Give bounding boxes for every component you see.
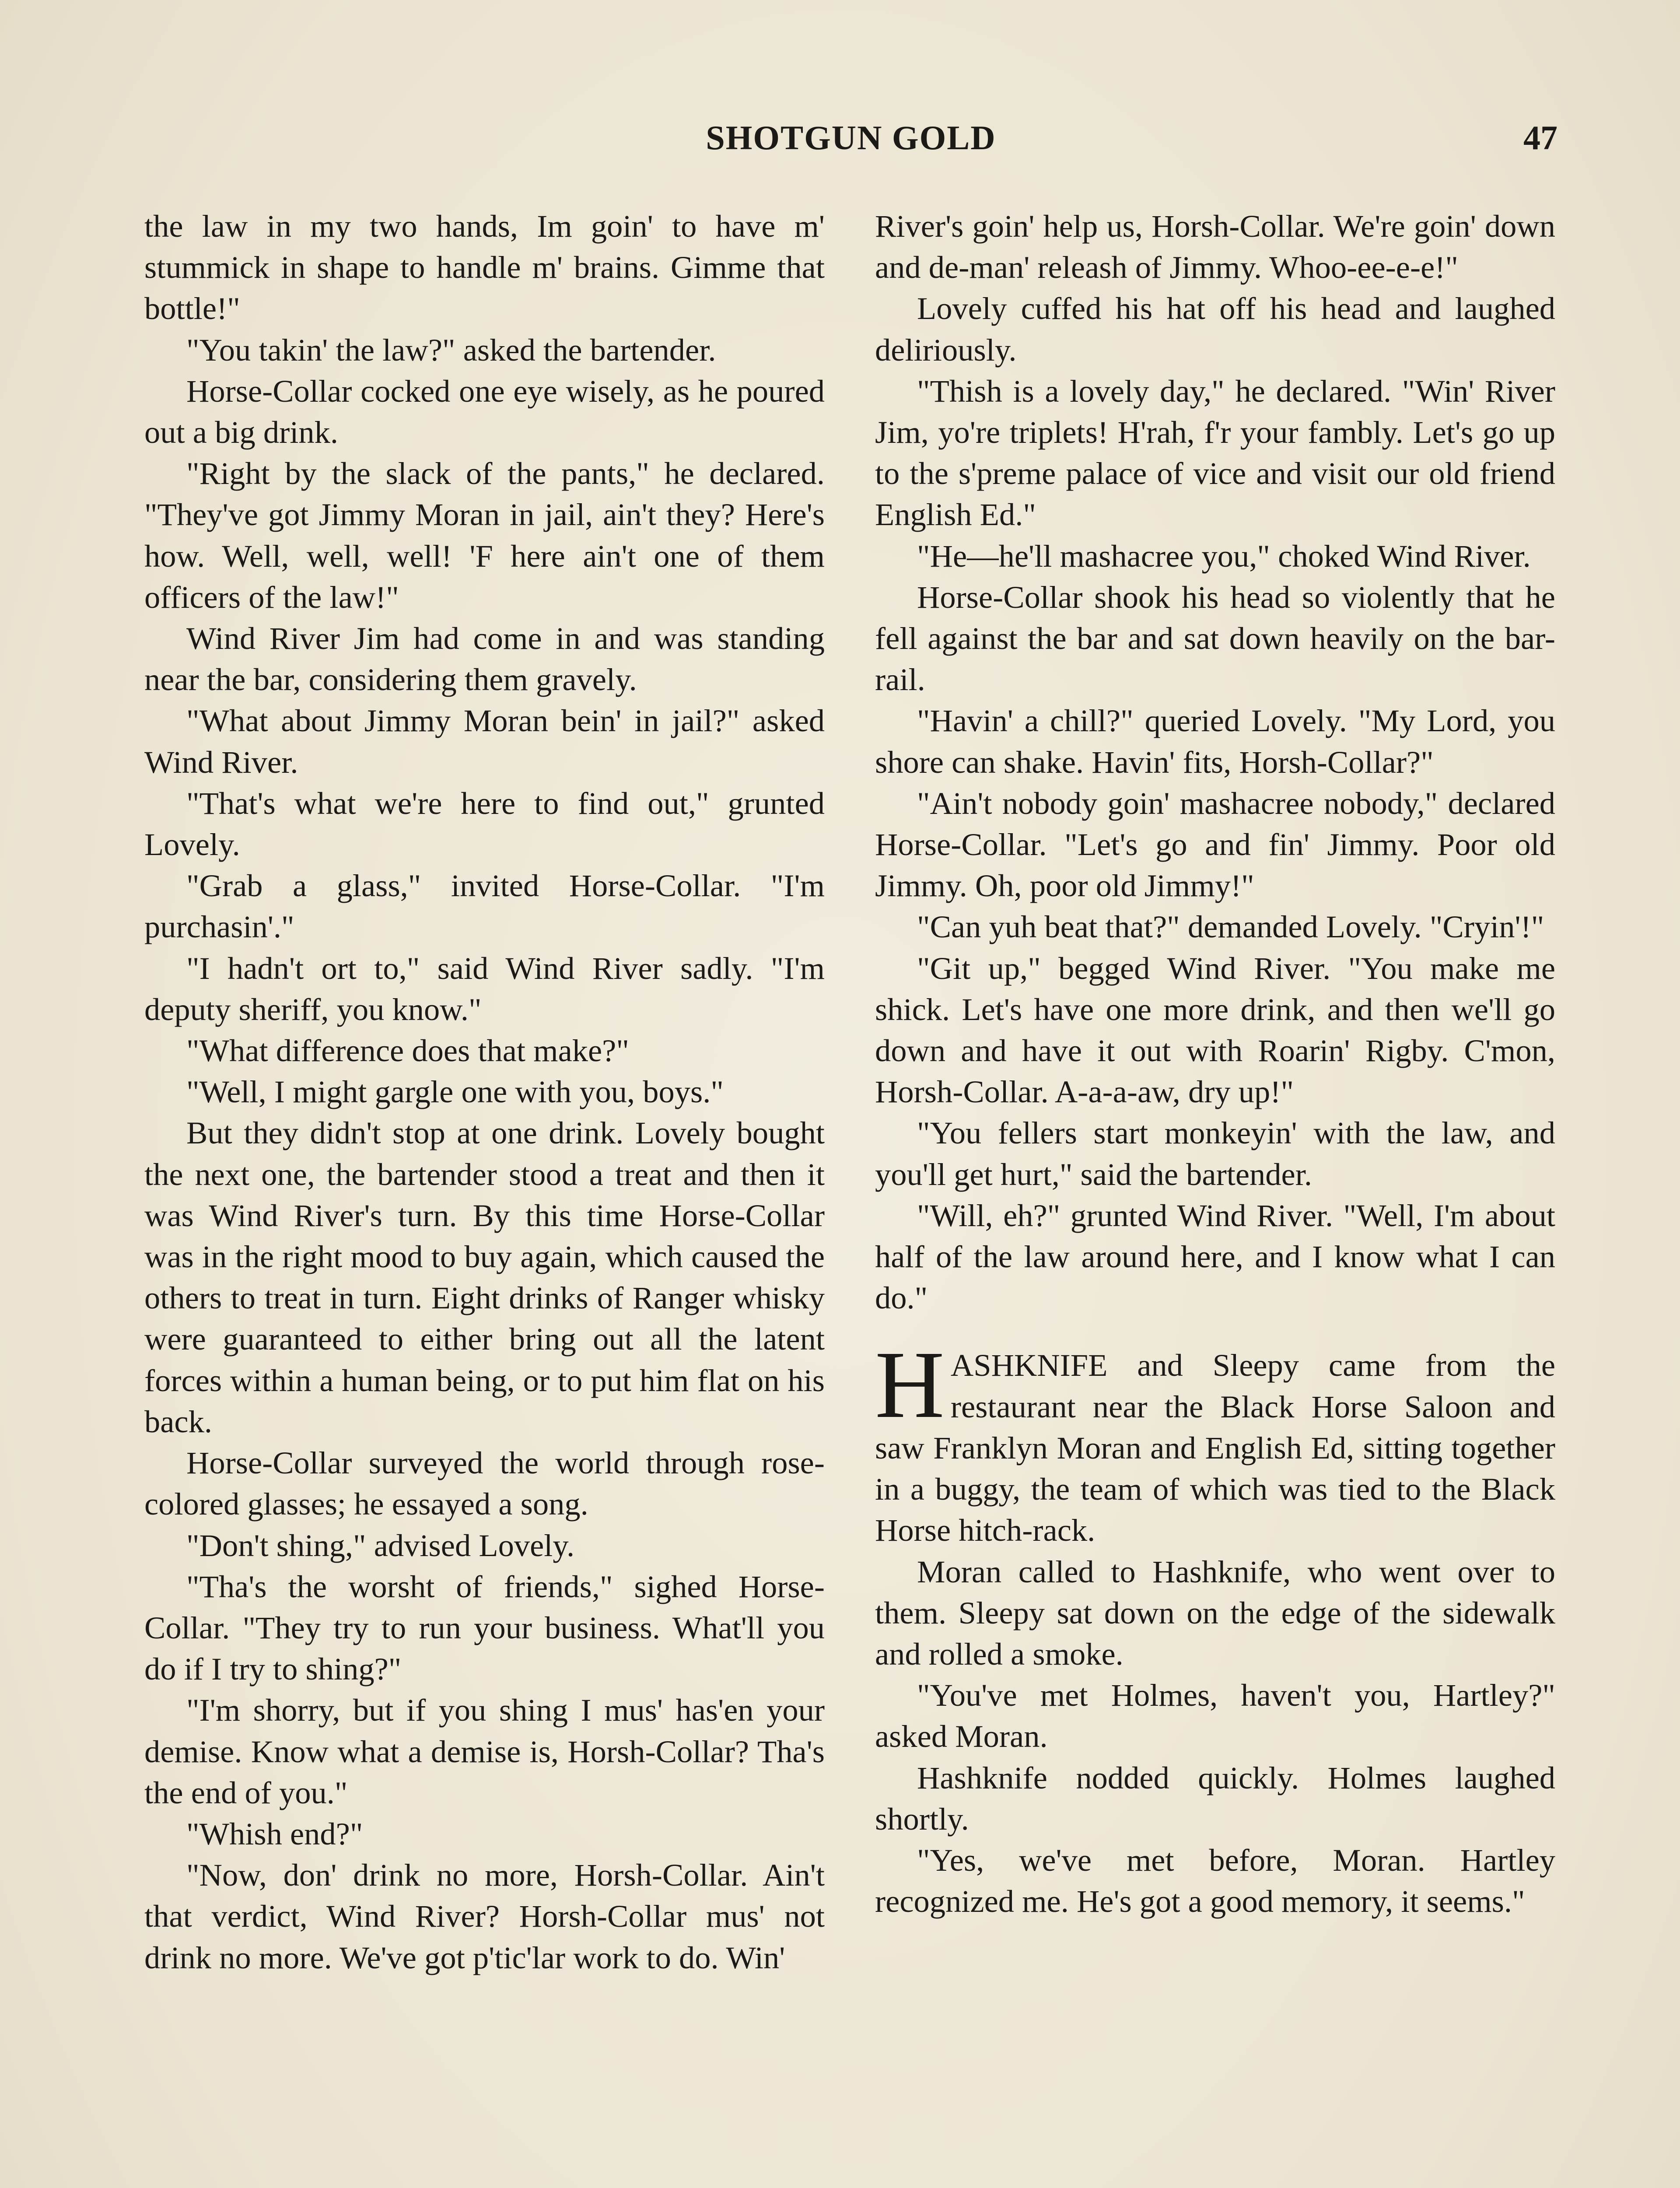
section-opening-paragraph	[875, 1331, 1555, 1551]
paragraph: "Thish is a lovely day," he declared. "Win' River Jim, yo're triplets! H'rah, f'r your fambly. Let's go up to the s'preme palace of vice and visit our old friend English Ed."	[875, 373, 1555, 533]
paragraph: "What difference does that make?"	[186, 1033, 629, 1069]
left-column	[144, 206, 825, 1978]
drop-cap: H	[875, 1331, 945, 1438]
paragraph: "Havin' a chill?" queried Lovely. "My Lord, you shore can shake. Havin' fits, Horsh-Collar?"	[875, 703, 1555, 780]
paragraph: Horse-Collar shook his head so violently that he fell against the bar and sat down heavily on the bar-rail.	[875, 579, 1555, 698]
running-header	[144, 118, 1558, 171]
paragraph: "Ain't nobody goin' mashacree nobody," declared Horse-Collar. "Let's go and fin' Jimmy. Poor old Jimmy. Oh, poor old Jimmy!"	[875, 785, 1555, 904]
paragraph: "You fellers start monkeyin' with the law, and you'll get hurt," said the bartender.	[875, 1115, 1555, 1192]
paragraph: "You takin' the law?" asked the bartender.	[186, 332, 716, 368]
paragraph: "He—he'll mashacree you," choked Wind River.	[917, 538, 1531, 574]
paragraph: "Right by the slack of the pants," he declared. "They've got Jimmy Moran in jail, ain't they? Here's how. Well, well, well! 'F here ain't one of them officers of the law!"	[144, 456, 825, 615]
paragraph: River's goin' help us, Horsh-Collar. We're goin' down and de-man' releash of Jimmy. Whoo-ee-e-e!"	[875, 208, 1555, 285]
paragraph: "Will, eh?" grunted Wind River. "Well, I'm about half of the law around here, and I know what I can do."	[875, 1197, 1555, 1316]
paragraph: Wind River Jim had come in and was standing near the bar, considering them gravely.	[144, 621, 825, 698]
paragraph: "Now, don' drink no more, Horsh-Collar. Ain't that verdict, Wind River? Horsh-Collar mus' not drink no more. We've got p'tic'lar work to do. Win'	[144, 1857, 825, 1975]
paragraph: But they didn't stop at one drink. Lovely bought the next one, the bartender stood a treat and then it was Wind River's turn. By this time Horse-Collar was in the right mood to buy again, which caused the others to treat in turn. Eight drinks of Ranger whisky were guaranteed to either bring out all the latent forces within a human being, or to put him flat on his back.	[144, 1115, 825, 1439]
page-number: 47	[1523, 119, 1558, 157]
paragraph: "What about Jimmy Moran bein' in jail?" asked Wind River.	[144, 703, 825, 780]
paragraph: "Don't shing," advised Lovely.	[186, 1527, 575, 1563]
story-title: SHOTGUN GOLD	[706, 119, 996, 157]
paragraph: "Can yuh beat that?" demanded Lovely. "Cryin'!"	[917, 909, 1544, 945]
paragraph: "That's what we're here to find out," grunted Lovely.	[144, 785, 825, 863]
paragraph: "I hadn't ort to," said Wind River sadly. "I'm deputy sheriff, you know."	[144, 950, 825, 1027]
section-break	[875, 1318, 1555, 1345]
paragraph: "Yes, we've met before, Moran. Hartley recognized me. He's got a good memory, it seems."	[875, 1842, 1555, 1919]
paragraph: "I'm shorry, but if you shing I mus' has'en your demise. Know what a demise is, Horsh-Collar? Tha's the end of you."	[144, 1692, 825, 1810]
paragraph: "Well, I might gargle one with you, boys."	[186, 1074, 724, 1110]
paragraph: "Whish end?"	[186, 1816, 363, 1851]
section-opening-text: ASHKNIFE and Sleepy came from the restaurant near the Black Horse Saloon and saw Franklyn Moran and English Ed, sitting together in a buggy, the team of which was tied to the Black Horse hitch-rack.	[875, 1347, 1555, 1548]
paragraph: Moran called to Hashknife, who went over to them. Sleepy sat down on the edge of the sidewalk and rolled a smoke.	[875, 1553, 1555, 1672]
paragraph: "You've met Holmes, haven't you, Hartley?" asked Moran.	[875, 1677, 1555, 1754]
paragraph: the law in my two hands, Im goin' to have m' stummick in shape to handle m' brains. Gimme that bottle!"	[144, 208, 825, 326]
paragraph: "Tha's the worsht of friends," sighed Horse-Collar. "They try to run your business. What'll you do if I try to shing?"	[144, 1568, 825, 1687]
paragraph: Horse-Collar cocked one eye wisely, as he poured out a big drink.	[144, 373, 825, 450]
paragraph: "Grab a glass," invited Horse-Collar. "I'm purchasin'."	[144, 868, 825, 945]
paragraph: Lovely cuffed his hat off his head and laughed deliriously.	[875, 291, 1555, 368]
right-column	[875, 206, 1555, 1922]
paragraph: "Git up," begged Wind River. "You make me shick. Let's have one more drink, and then we'll go down and have it out with Roarin' Rigby. C'mon, Horsh-Collar. A-a-a-aw, dry up!"	[875, 950, 1555, 1110]
paragraph: Horse-Collar surveyed the world through rose-colored glasses; he essayed a song.	[144, 1445, 825, 1522]
paragraph: Hashknife nodded quickly. Holmes laughed shortly.	[875, 1760, 1555, 1837]
